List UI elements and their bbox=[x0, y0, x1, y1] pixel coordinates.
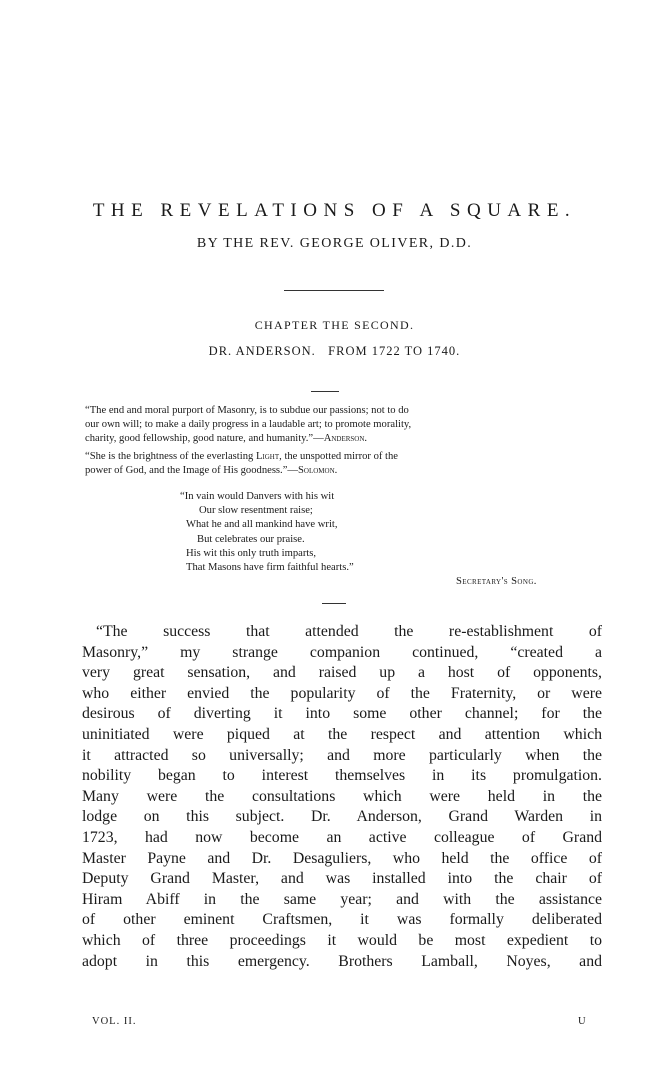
epigraph-line: power of God, and the Image of His goodness.”—Solomon. bbox=[85, 465, 338, 476]
body-line: Deputy Grand Master, and was installed into the chair of bbox=[82, 870, 602, 888]
body-line: Many were the consultations which were held in the bbox=[82, 787, 602, 805]
body-line: desirous of diverting it into some other channel; for the bbox=[82, 705, 602, 723]
body-line: it attracted so universally; and more particularly when the bbox=[82, 746, 602, 764]
chapter-subheading: DR. ANDERSON. FROM 1722 TO 1740. bbox=[208, 344, 461, 358]
epigraph-attribution: Anderson. bbox=[323, 433, 368, 444]
body-line: “The success that attended the re-establishment of bbox=[96, 623, 602, 640]
divider-rule bbox=[284, 290, 384, 291]
body-line: of other eminent Craftsmen, it was formally deliberated bbox=[82, 911, 602, 929]
epigraph-emphasis: Light bbox=[255, 451, 280, 462]
verse-line: His wit this only truth imparts, bbox=[186, 547, 317, 559]
body-text bbox=[82, 622, 602, 972]
divider-rule bbox=[322, 603, 346, 604]
verse-line: That Masons have firm faithful hearts.” bbox=[186, 562, 354, 574]
body-line: nobility began to interest themselves in its promulgation. bbox=[82, 767, 602, 785]
divider-rule bbox=[311, 391, 339, 392]
epigraph-line: “She is the brightness of the everlasting Light, the unspotted mirror of the bbox=[85, 451, 398, 462]
body-line: Master Payne and Dr. Desaguliers, who held the office of bbox=[82, 849, 602, 867]
verse-line: But celebrates our praise. bbox=[197, 533, 305, 545]
signature-mark: U bbox=[578, 1016, 586, 1027]
epigraph-line: “The end and moral purport of Masonry, is to subdue our passions; not to do bbox=[85, 405, 409, 416]
epigraph-attribution: Solomon. bbox=[298, 465, 338, 476]
epigraph-line: our own will; to make a daily progress in a laudable art; to promote morality, bbox=[85, 419, 412, 430]
body-line: adopt in this emergency. Brothers Lamball, Noyes, and bbox=[82, 952, 602, 970]
body-line: Hiram Abiff in the same year; and with the assistance bbox=[82, 890, 602, 908]
body-line: who either envied the popularity of the Fraternity, or were bbox=[82, 684, 602, 702]
verse-line: What he and all mankind have writ, bbox=[186, 519, 338, 531]
chapter-heading: CHAPTER THE SECOND. bbox=[254, 318, 415, 332]
epigraph-anderson bbox=[85, 404, 593, 446]
body-line: uninitiated were piqued at the respect and attention which bbox=[82, 725, 602, 743]
body-line: which of three proceedings it would be most expedient to bbox=[82, 931, 602, 949]
epigraph-line: charity, good fellowship, good nature, and humanity.”—Anderson. bbox=[85, 433, 368, 444]
body-line: 1723, had now become an active colleague of Grand bbox=[82, 828, 602, 846]
volume-number: VOL. II. bbox=[92, 1016, 137, 1027]
body-line: very great sensation, and raised up a host of opponents, bbox=[82, 664, 602, 682]
body-line: Masonry,” my strange companion continued, “created a bbox=[82, 643, 602, 661]
verse-line: Our slow resentment raise; bbox=[199, 505, 313, 517]
byline: BY THE REV. GEORGE OLIVER, D.D. bbox=[196, 236, 473, 251]
epigraph-solomon bbox=[85, 450, 593, 478]
article-title: THE REVELATIONS OF A SQUARE. bbox=[92, 200, 577, 221]
body-line: lodge on this subject. Dr. Anderson, Grand Warden in bbox=[82, 808, 602, 826]
verse-credit: Secretary's Song. bbox=[456, 576, 537, 587]
verse-line: “In vain would Danvers with his wit bbox=[180, 491, 335, 502]
epigraph-verse bbox=[180, 490, 606, 575]
